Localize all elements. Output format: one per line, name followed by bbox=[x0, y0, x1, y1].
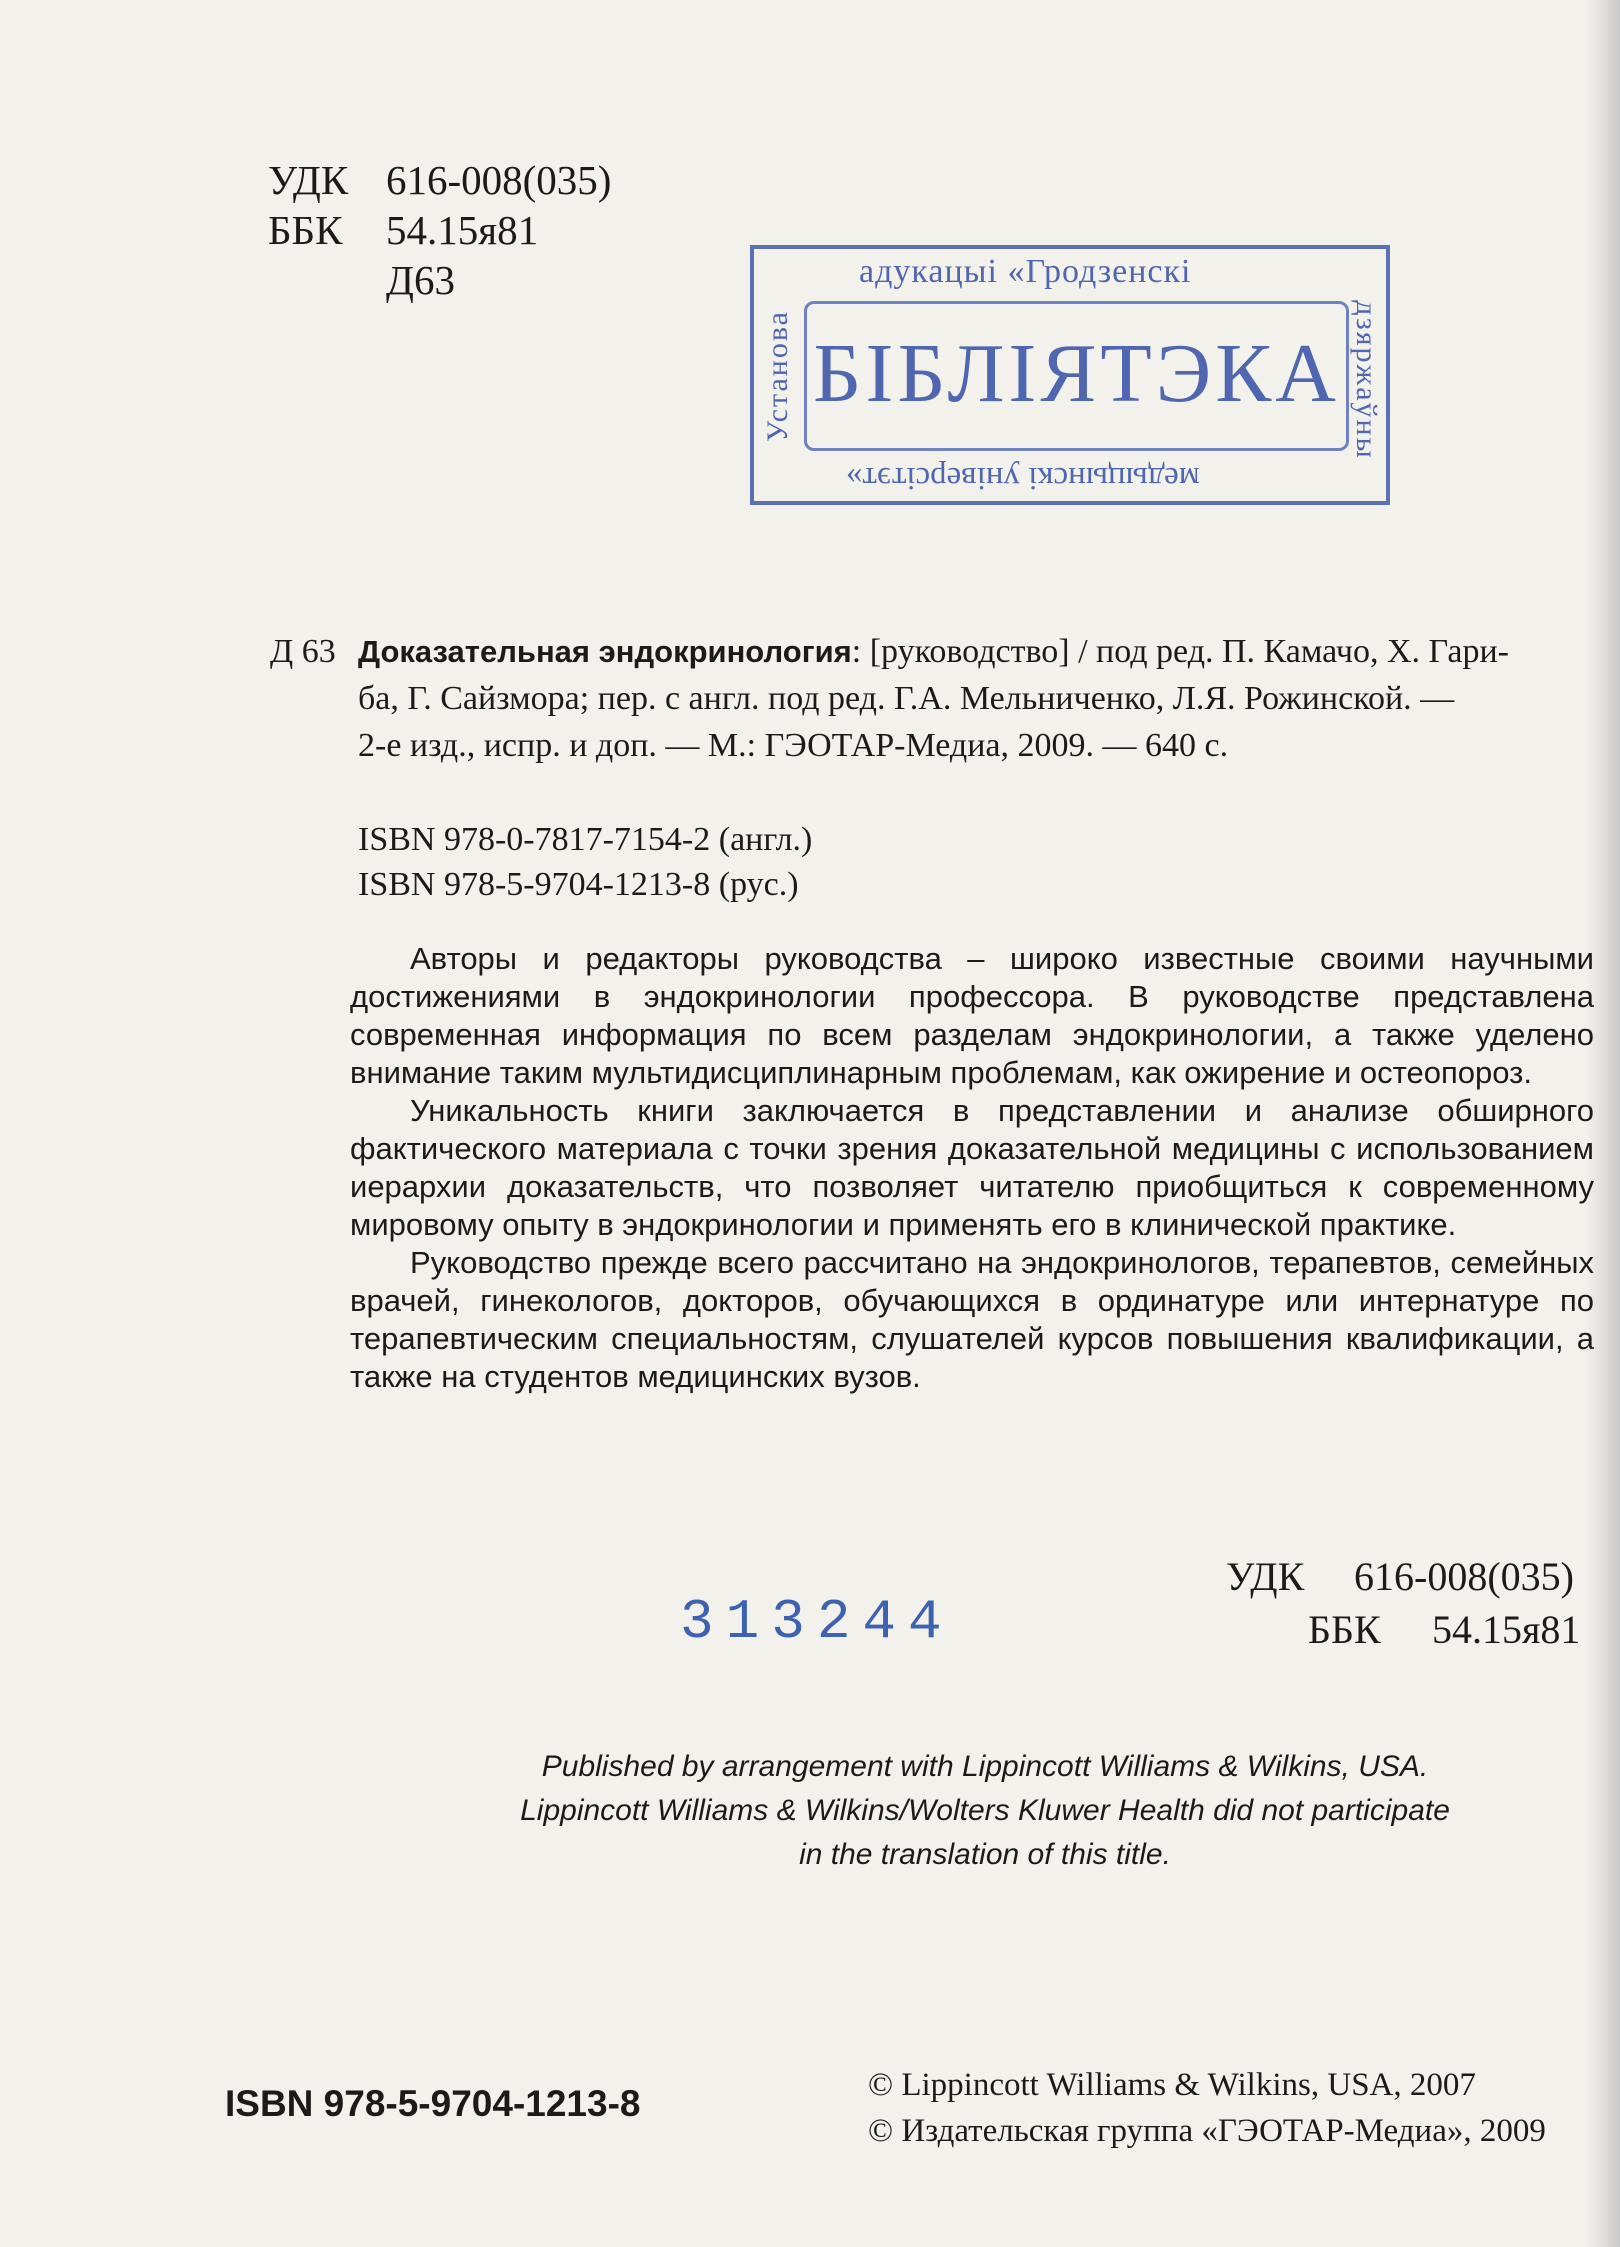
udk-code-top bbox=[268, 157, 612, 203]
abstract-paragraph-1: Авторы и редакторы руководства – широко известные своими научными достижениями в эндокринологии профессора. В руководстве представлена современная информация по всем разделам эндокринологии, а также уделено внимание таким мультидисциплинарным проблемам, как ожирение и остеопороз. bbox=[350, 941, 1594, 1090]
inventory-number-stamp: 313244 bbox=[680, 1590, 954, 1654]
library-stamp bbox=[750, 245, 1390, 505]
stamp-top-text: адукацыі «Гродзенскі bbox=[859, 253, 1192, 290]
udk-value-bottom: 616-008(035) bbox=[1354, 1554, 1574, 1599]
bbk-code-bottom bbox=[1308, 1607, 1581, 1652]
stamp-left-text: Установа bbox=[760, 310, 794, 442]
book-title: Доказательная эндокринология bbox=[358, 634, 852, 669]
bibliographic-line-1-rest: : [руководство] / под ред. П. Камачо, Х. Гари- bbox=[851, 633, 1509, 670]
isbn-english: ISBN 978-0-7817-7154-2 (англ.) bbox=[358, 821, 813, 858]
bbk-label-bottom: ББК bbox=[1308, 1607, 1381, 1652]
bibliographic-line-2: ба, Г. Сайзмора; пер. с англ. под ред. Г.А. Мельниченко, Л.Я. Рожинской. — bbox=[358, 680, 1455, 717]
publisher-note bbox=[440, 1745, 1530, 1877]
bibliographic-prefix: Д 63 bbox=[270, 633, 336, 670]
udk-value: 616-008(035) bbox=[386, 157, 612, 203]
bbk-code-top bbox=[268, 207, 539, 253]
abstract-paragraph-3: Руководство прежде всего рассчитано на эндокринологов, терапевтов, семейных врачей, гинекологов, докторов, обучающихся в ординатуре или интернатуре по терапевтическим специальностям, слушателей курсов повышения квалификации, а также на студентов медицинских вузов. bbox=[350, 1245, 1594, 1394]
udk-label-bottom: УДК bbox=[1226, 1554, 1305, 1599]
bibliographic-line-3: 2-е изд., испр. и доп. — М.: ГЭОТАР-Медиа, 2009. — 640 с. bbox=[358, 727, 1229, 764]
publisher-note-line-2: Lippincott Williams & Wilkins/Wolters Kluwer Health did not participate bbox=[520, 1794, 1450, 1827]
bibliographic-record bbox=[358, 628, 1586, 769]
abstract-paragraph-2: Уникальность книги заключается в представлении и анализе обширного фактического материала с точки зрения доказательной медицины с использованием иерархии доказательств, что позволяет читателю приобщиться к современному мировому опыту в эндокринологии и применять его в клинической практике. bbox=[350, 1093, 1594, 1242]
bbk-label: ББК bbox=[268, 207, 343, 253]
isbn-russian: ISBN 978-5-9704-1213-8 (рус.) bbox=[358, 866, 799, 903]
stamp-right-text: дзяржаўны bbox=[1349, 300, 1383, 460]
publisher-note-line-3: in the translation of this title. bbox=[799, 1838, 1171, 1871]
udk-label: УДК bbox=[268, 157, 349, 203]
stamp-inner-frame bbox=[804, 301, 1349, 451]
publisher-note-line-1: Published by arrangement with Lippincott Williams & Wilkins, USA. bbox=[541, 1750, 1429, 1783]
bbk-value: 54.15я81 bbox=[386, 207, 539, 253]
bibliographic-line-1 bbox=[358, 628, 1586, 675]
copyright-line-2: © Издательская группа «ГЭОТАР-Медиа», 2009 bbox=[868, 2113, 1546, 2149]
copyright-line-1: © Lippincott Williams & Wilkins, USA, 2007 bbox=[868, 2067, 1476, 2103]
book-abstract bbox=[350, 940, 1594, 1396]
author-mark-top: Д63 bbox=[386, 257, 455, 303]
bbk-value-bottom: 54.15я81 bbox=[1432, 1607, 1581, 1652]
stamp-title: БІБЛІЯТЭКА bbox=[813, 327, 1340, 420]
udk-code-bottom bbox=[1226, 1554, 1574, 1599]
stamp-bottom-text: медыцынскі універсітэт» bbox=[846, 460, 1200, 496]
copyright-block bbox=[868, 2062, 1546, 2154]
isbn-bottom: ISBN 978-5-9704-1213-8 bbox=[225, 2083, 641, 2124]
